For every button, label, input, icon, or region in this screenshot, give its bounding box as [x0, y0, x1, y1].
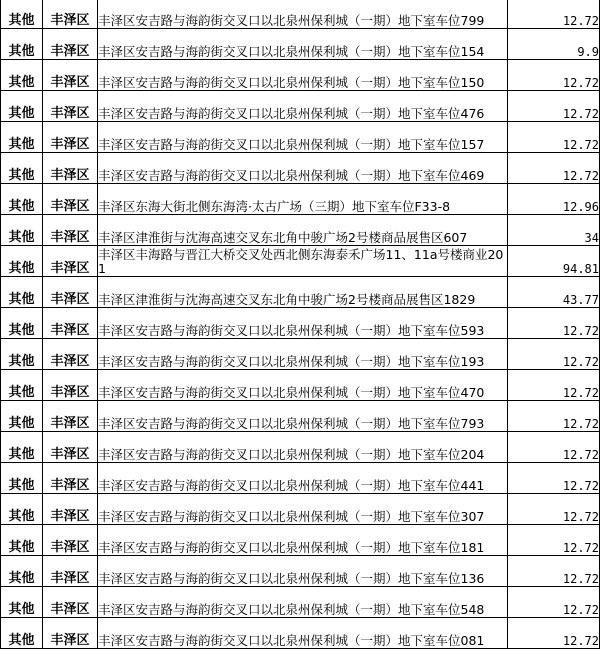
table-row	[1, 401, 600, 432]
area-cell: 12.72	[508, 401, 600, 432]
area-cell: 12.72	[508, 463, 600, 494]
area-cell: 12.72	[508, 339, 600, 370]
type-cell: 其他	[1, 29, 43, 60]
district-cell: 丰泽区	[43, 432, 98, 463]
type-cell: 其他	[1, 587, 43, 618]
area-cell: 43.77	[508, 277, 600, 308]
table-row	[1, 463, 600, 494]
area-cell: 12.72	[508, 432, 600, 463]
district-cell: 丰泽区	[43, 60, 98, 91]
area-cell: 12.72	[508, 122, 600, 153]
table-body	[1, 0, 600, 649]
area-cell: 12.72	[508, 153, 600, 184]
type-cell: 其他	[1, 0, 43, 29]
area-cell: 12.96	[508, 184, 600, 215]
area-cell: 94.81	[508, 246, 600, 277]
district-cell: 丰泽区	[43, 339, 98, 370]
district-cell: 丰泽区	[43, 29, 98, 60]
location-cell: 丰泽区安吉路与海韵街交叉口以北泉州保利城（一期）地下室车位181	[98, 525, 508, 556]
district-cell: 丰泽区	[43, 525, 98, 556]
location-cell: 丰泽区安吉路与海韵街交叉口以北泉州保利城（一期）地下室车位470	[98, 370, 508, 401]
type-cell: 其他	[1, 308, 43, 339]
table-row	[1, 60, 600, 91]
location-cell: 丰泽区安吉路与海韵街交叉口以北泉州保利城（一期）地下室车位150	[98, 60, 508, 91]
table-row	[1, 618, 600, 649]
area-cell: 12.72	[508, 556, 600, 587]
area-cell: 12.72	[508, 0, 600, 29]
location-cell: 丰泽区津淮街与沈海高速交叉东北角中骏广场2号楼商品展售区1829	[98, 277, 508, 308]
location-cell: 丰泽区安吉路与海韵街交叉口以北泉州保利城（一期）地下室车位593	[98, 308, 508, 339]
area-cell: 12.72	[508, 587, 600, 618]
type-cell: 其他	[1, 246, 43, 277]
table-row	[1, 277, 600, 308]
type-cell: 其他	[1, 525, 43, 556]
district-cell: 丰泽区	[43, 122, 98, 153]
location-cell: 丰泽区安吉路与海韵街交叉口以北泉州保利城（一期）地下室车位793	[98, 401, 508, 432]
district-cell: 丰泽区	[43, 587, 98, 618]
type-cell: 其他	[1, 401, 43, 432]
area-cell: 9.9	[508, 29, 600, 60]
location-cell: 丰泽区安吉路与海韵街交叉口以北泉州保利城（一期）地下室车位204	[98, 432, 508, 463]
table-row	[1, 308, 600, 339]
type-cell: 其他	[1, 153, 43, 184]
location-cell: 丰泽区安吉路与海韵街交叉口以北泉州保利城（一期）地下室车位469	[98, 153, 508, 184]
location-cell: 丰泽区东海大街北侧东海湾·太古广场（三期）地下室车位F33-8	[98, 184, 508, 215]
area-cell: 34	[508, 215, 600, 246]
type-cell: 其他	[1, 463, 43, 494]
location-cell: 丰泽区安吉路与海韵街交叉口以北泉州保利城（一期）地下室车位154	[98, 29, 508, 60]
location-cell: 丰泽区安吉路与海韵街交叉口以北泉州保利城（一期）地下室车位081	[98, 618, 508, 649]
district-cell: 丰泽区	[43, 556, 98, 587]
type-cell: 其他	[1, 184, 43, 215]
type-cell: 其他	[1, 618, 43, 649]
type-cell: 其他	[1, 432, 43, 463]
table-row	[1, 91, 600, 122]
location-cell: 丰泽区安吉路与海韵街交叉口以北泉州保利城（一期）地下室车位307	[98, 494, 508, 525]
table-row	[1, 153, 600, 184]
location-cell: 丰泽区安吉路与海韵街交叉口以北泉州保利城（一期）地下室车位441	[98, 463, 508, 494]
table-row	[1, 184, 600, 215]
district-cell: 丰泽区	[43, 91, 98, 122]
location-cell: 丰泽区安吉路与海韵街交叉口以北泉州保利城（一期）地下室车位193	[98, 339, 508, 370]
table-row	[1, 556, 600, 587]
table-row	[1, 122, 600, 153]
type-cell: 其他	[1, 339, 43, 370]
table-row	[1, 29, 600, 60]
district-cell: 丰泽区	[43, 463, 98, 494]
district-cell: 丰泽区	[43, 370, 98, 401]
area-cell: 12.72	[508, 494, 600, 525]
area-cell: 12.72	[508, 308, 600, 339]
location-cell: 丰泽区安吉路与海韵街交叉口以北泉州保利城（一期）地下室车位799	[98, 0, 508, 29]
location-cell: 丰泽区安吉路与海韵街交叉口以北泉州保利城（一期）地下室车位548	[98, 587, 508, 618]
table-row	[1, 0, 600, 29]
district-cell: 丰泽区	[43, 277, 98, 308]
type-cell: 其他	[1, 91, 43, 122]
table-row	[1, 370, 600, 401]
type-cell: 其他	[1, 370, 43, 401]
table-row	[1, 587, 600, 618]
table-row	[1, 525, 600, 556]
table-row	[1, 432, 600, 463]
type-cell: 其他	[1, 215, 43, 246]
district-cell: 丰泽区	[43, 0, 98, 29]
area-cell: 12.72	[508, 525, 600, 556]
district-cell: 丰泽区	[43, 153, 98, 184]
area-cell: 12.72	[508, 618, 600, 649]
table-row	[1, 246, 600, 277]
location-cell: 丰泽区安吉路与海韵街交叉口以北泉州保利城（一期）地下室车位157	[98, 122, 508, 153]
table-row	[1, 215, 600, 246]
type-cell: 其他	[1, 556, 43, 587]
location-cell: 丰泽区丰海路与晋江大桥交叉处西北侧东海泰禾广场11、11a号楼商业201	[98, 246, 508, 277]
district-cell: 丰泽区	[43, 215, 98, 246]
area-cell: 12.72	[508, 91, 600, 122]
type-cell: 其他	[1, 122, 43, 153]
district-cell: 丰泽区	[43, 308, 98, 339]
location-cell: 丰泽区安吉路与海韵街交叉口以北泉州保利城（一期）地下室车位136	[98, 556, 508, 587]
district-cell: 丰泽区	[43, 494, 98, 525]
location-cell: 丰泽区津淮街与沈海高速交叉东北角中骏广场2号楼商品展售区607	[98, 215, 508, 246]
district-cell: 丰泽区	[43, 184, 98, 215]
type-cell: 其他	[1, 60, 43, 91]
type-cell: 其他	[1, 494, 43, 525]
location-cell: 丰泽区安吉路与海韵街交叉口以北泉州保利城（一期）地下室车位476	[98, 91, 508, 122]
type-cell: 其他	[1, 277, 43, 308]
district-cell: 丰泽区	[43, 401, 98, 432]
table-row	[1, 339, 600, 370]
area-cell: 12.72	[508, 60, 600, 91]
area-cell: 12.72	[508, 370, 600, 401]
table-row	[1, 494, 600, 525]
district-cell: 丰泽区	[43, 618, 98, 649]
district-cell: 丰泽区	[43, 246, 98, 277]
